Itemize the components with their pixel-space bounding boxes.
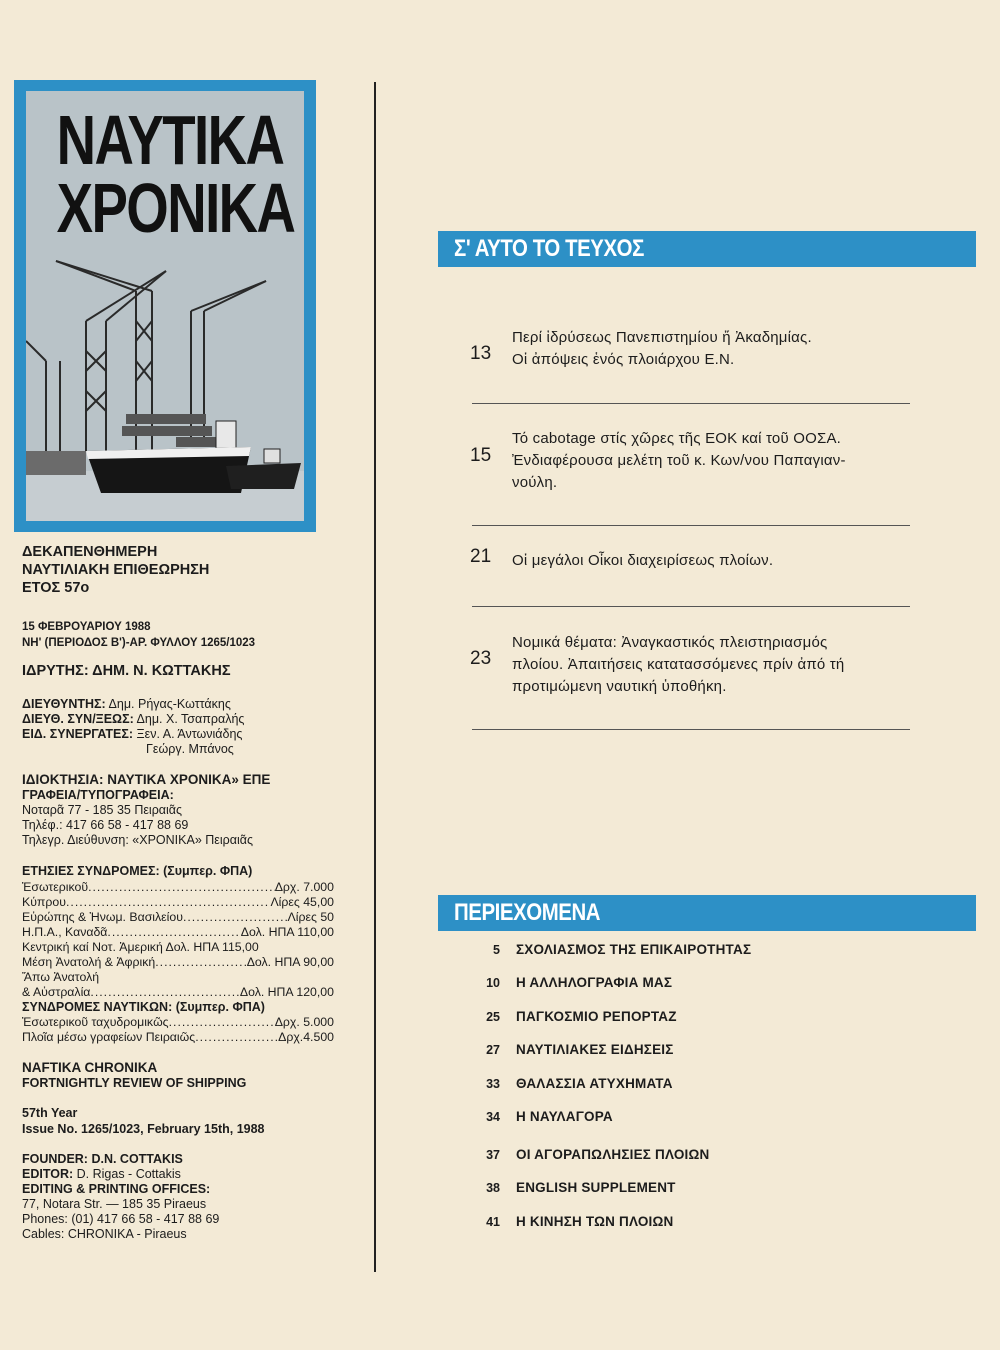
in-this-issue-title: Σ' ΑΥΤΟ ΤΟ ΤΕΥΧΟΣ xyxy=(454,235,644,262)
subscription-label: & Αὐστραλία xyxy=(22,985,91,999)
offices-label: ΓΡΑΦΕΙΑ/ΤΥΠΟΓΡΑΦΕΙΑ: xyxy=(22,788,174,802)
article-separator xyxy=(472,403,910,404)
english-offices: EDITING & PRINTING OFFICES: xyxy=(22,1182,211,1196)
founder-greek: ΙΔΡΥΤΗΣ: ΔΗΜ. Ν. ΚΩΤΤΑΚΗΣ xyxy=(22,663,231,679)
subscription-label: Ἐσωτερικοῦ xyxy=(22,880,89,894)
contents-page-number: 25 xyxy=(486,1010,500,1024)
contributors-line xyxy=(22,727,242,742)
naval-subscriptions-title: ΣΥΝΔΡΟΜΕΣ ΝΑΥΤΙΚΩΝ: (Συμπερ. ΦΠΑ) xyxy=(22,1000,265,1014)
subscription-row: Κεντρική καί Νοτ. Ἀμερική Δολ. ΗΠΑ 115,00 xyxy=(22,940,259,954)
issue-number: ΝΗ' (ΠΕΡΙΟΔΟΣ Β')-ΑΡ. ΦΥΛΛΟΥ 1265/1023 xyxy=(22,637,256,649)
subscription-label: Ἐσωτερικοῦ ταχυδρομικῶς xyxy=(22,1015,169,1029)
contents-page-number: 38 xyxy=(486,1181,500,1195)
subscription-row xyxy=(22,895,334,910)
contents-page-number: 34 xyxy=(486,1110,500,1124)
english-editor-line xyxy=(22,1167,181,1182)
masthead-line-1: ΝΑΥΤΙΚΑ xyxy=(56,101,284,179)
subscription-price: Δρχ. 7.000 xyxy=(274,880,334,894)
director-label: ΔΙΕΥΘΥΝΤΗΣ: xyxy=(22,697,106,711)
contents-item[interactable]: Η ΝΑΥΛΑΓΟΡΑ xyxy=(516,1109,613,1124)
naval-subscription-row xyxy=(22,1015,334,1030)
english-phones: Phones: (01) 417 66 58 - 417 88 69 xyxy=(22,1212,220,1226)
masthead-line-2: ΧΡΟΝΙΚΑ xyxy=(56,169,295,247)
column-divider xyxy=(374,82,376,1272)
editor-label: ΔΙΕΥΘ. ΣΥΝ/ΞΕΩΣ: xyxy=(22,712,134,726)
subscription-price: Δολ. ΗΠΑ 120,00 xyxy=(239,985,334,999)
english-address: 77, Notara Str. — 185 35 Piraeus xyxy=(22,1197,207,1211)
publication-type-line-2: ΝΑΥΤΙΛΙΑΚΗ ΕΠΙΘΕΩΡΗΣΗ xyxy=(22,562,210,578)
editor-name: Δημ. Χ. Τσαπραλής xyxy=(136,712,245,726)
subscription-price: Λίρες 50 xyxy=(287,910,334,924)
subscription-label: Εὐρώπης & Ἡνωμ. Βασιλείου xyxy=(22,910,183,924)
subscription-price: Δρχ.4.500 xyxy=(278,1030,334,1044)
article-line: Περί ἱδρύσεως Πανεπιστημίου ἤ Ἀκαδημίας. xyxy=(512,329,812,346)
article-page-number: 21 xyxy=(470,546,492,567)
contents-page-number: 5 xyxy=(493,943,500,957)
director-name: Δημ. Ρήγας-Κωττάκης xyxy=(108,697,231,711)
article-separator xyxy=(472,606,910,607)
article-line: Νομικά θέματα: Ἀναγκαστικός πλειστηριασμός xyxy=(512,634,828,651)
contents-item[interactable]: ΘΑΛΑΣΣΙΑ ΑΤΥΧΗΜΑΤΑ xyxy=(516,1076,673,1091)
subscription-row xyxy=(22,925,334,940)
subscription-label: Πλοῖα μέσω γραφείων Πειραιῶς xyxy=(22,1030,196,1044)
subscription-label: Μέση Ἀνατολή & Ἀφρική xyxy=(22,955,156,969)
english-editor: D. Rigas - Cottakis xyxy=(76,1167,181,1181)
article-line: Οἱ μεγάλοι Οἶκοι διαχειρίσεως πλοίων. xyxy=(512,552,774,569)
article-item[interactable] xyxy=(512,327,912,371)
subscription-label: Κύπρου xyxy=(22,895,66,909)
article-item[interactable] xyxy=(512,550,912,572)
article-line: προτιμώμενη ναυτική ὑποθήκη. xyxy=(512,678,727,695)
contents-item[interactable]: Η ΑΛΛΗΛΟΓΡΑΦΙΑ ΜΑΣ xyxy=(516,975,673,990)
english-founder-label: FOUNDER: xyxy=(22,1152,88,1166)
editor-line xyxy=(22,712,244,727)
naval-subscription-row xyxy=(22,1030,334,1045)
subscriptions-title: ΕΤΗΣΙΕΣ ΣΥΝΔΡΟΜΕΣ: (Συμπερ. ΦΠΑ) xyxy=(22,864,253,878)
article-line: Τό cabotage στίς χῶρες τῆς ΕΟΚ καί τοῦ ΟΟΣΑ. xyxy=(512,430,842,447)
port-cranes-ships-illustration xyxy=(26,251,304,521)
article-line: Ἐνδιαφέρουσα μελέτη τοῦ κ. Κων/νου Παπαγιαν- xyxy=(512,452,846,469)
cover-inner xyxy=(26,91,304,521)
subscription-row xyxy=(22,910,334,925)
article-page-number: 13 xyxy=(470,343,492,364)
subscription-price: Δολ. ΗΠΑ 90,00 xyxy=(246,955,334,969)
english-editor-label: EDITOR: xyxy=(22,1167,74,1181)
subscription-price: Δρχ. 5.000 xyxy=(274,1015,334,1029)
contents-item[interactable]: ΝΑΥΤΙΛΙΑΚΕΣ ΕΙΔΗΣΕΙΣ xyxy=(516,1042,674,1057)
contents-title: ΠΕΡΙΕΧΟΜΕΝΑ xyxy=(454,899,601,926)
subscription-row: Ἄπω Ἀνατολή xyxy=(22,970,100,984)
subscription-label: Η.Π.Α., Καναδᾶ xyxy=(22,925,108,939)
publication-type-line-1: ΔΕΚΑΠΕΝΘΗΜΕΡΗ xyxy=(22,544,158,560)
english-tagline: FORTNIGHTLY REVIEW OF SHIPPING xyxy=(22,1076,247,1090)
subscription-price: Δολ. ΗΠΑ 110,00 xyxy=(240,925,334,939)
contents-page-number: 37 xyxy=(486,1148,500,1162)
director-line xyxy=(22,697,231,712)
in-this-issue-banner xyxy=(438,231,976,267)
article-separator xyxy=(472,729,910,730)
english-cables: Cables: CHRONIKA - Piraeus xyxy=(22,1227,187,1241)
contents-page-number: 41 xyxy=(486,1215,500,1229)
contents-item[interactable]: ΠΑΓΚΟΣΜΙΟ ΡΕΠΟΡΤΑΖ xyxy=(516,1009,677,1024)
article-line: νούλη. xyxy=(512,474,558,491)
cover-image xyxy=(14,80,316,532)
article-page-number: 15 xyxy=(470,445,492,466)
subscription-row xyxy=(22,955,334,970)
contributor-1: Ξεν. Α. Άντωνιάδης xyxy=(136,727,243,741)
article-item[interactable] xyxy=(512,632,912,698)
article-page-number: 23 xyxy=(470,648,492,669)
issue-date: 15 ΦΕΒΡΟΥΑΡΙΟΥ 1988 xyxy=(22,621,151,633)
english-year: 57th Year xyxy=(22,1106,78,1120)
subscription-row xyxy=(22,880,334,895)
english-name: NAFTIKA CHRONIKA xyxy=(22,1060,158,1075)
contents-page-number: 33 xyxy=(486,1077,500,1091)
ownership-line: ΙΔΙΟΚΤΗΣΙΑ: ΝΑΥΤΙΚΑ ΧΡΟΝΙΚΑ» ΕΠΕ xyxy=(22,772,271,787)
article-line: πλοίου. Ἀπαιτήσεις κατατασσόμενες πρίν ἀπό τή xyxy=(512,656,845,673)
english-founder-line xyxy=(22,1152,183,1167)
address-greek: Νοταρᾶ 77 - 185 35 Πειραιᾶς xyxy=(22,803,183,817)
subscription-price: Λίρες 45,00 xyxy=(270,895,334,909)
english-founder: D.N. COTTAKIS xyxy=(91,1152,183,1166)
subscription-row xyxy=(22,985,334,1000)
contributor-2: Γεώργ. Μπάνος xyxy=(146,742,234,756)
telegram-greek: Τηλεγρ. Διεύθυνση: «ΧΡΟΝΙΚΑ» Πειραιᾶς xyxy=(22,833,253,847)
contents-item[interactable]: ENGLISH SUPPLEMENT xyxy=(516,1180,676,1195)
article-line: Οἱ ἀπόψεις ἑνός πλοιάρχου Ε.Ν. xyxy=(512,351,735,368)
contents-item[interactable]: ΟΙ ΑΓΟΡΑΠΩΛΗΣΙΕΣ ΠΛΟΙΩΝ xyxy=(516,1147,710,1162)
publication-year: ΕΤΟΣ 57ο xyxy=(22,580,90,596)
contents-item[interactable]: ΣΧΟΛΙΑΣΜΟΣ ΤΗΣ ΕΠΙΚΑΙΡΟΤΗΤΑΣ xyxy=(516,942,752,957)
article-separator xyxy=(472,525,910,526)
english-issue: Issue No. 1265/1023, February 15th, 1988 xyxy=(22,1122,265,1136)
contributors-label: ΕΙΔ. ΣΥΝΕΡΓΑΤΕΣ: xyxy=(22,727,134,741)
phone-greek: Τηλέφ.: 417 66 58 - 417 88 69 xyxy=(22,818,189,832)
contents-page-number: 10 xyxy=(486,976,500,990)
contents-banner xyxy=(438,895,976,931)
contents-page-number: 27 xyxy=(486,1043,500,1057)
contents-item[interactable]: Η ΚΙΝΗΣΗ ΤΩΝ ΠΛΟΙΩΝ xyxy=(516,1214,674,1229)
article-item[interactable] xyxy=(512,428,912,494)
